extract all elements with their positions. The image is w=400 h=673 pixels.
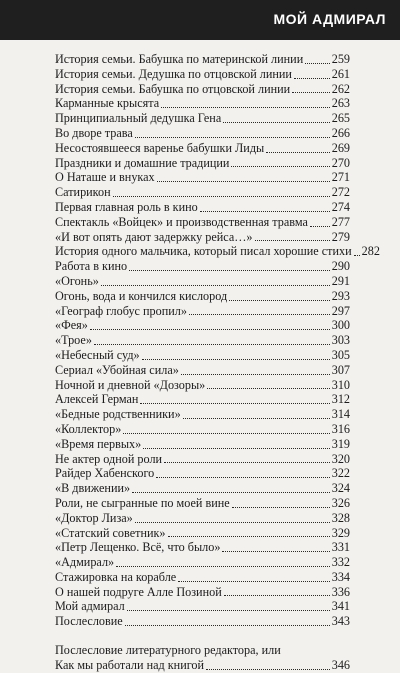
dot-leader <box>135 522 330 523</box>
toc-entry-page: 328 <box>331 510 350 525</box>
toc-entry[interactable] <box>55 156 350 171</box>
toc-entry-title: Принципиальный дедушка Гена <box>55 111 222 126</box>
toc-entry-title: «Коллектор» <box>55 421 122 436</box>
toc-entry[interactable] <box>55 244 380 259</box>
toc-entry[interactable] <box>55 363 350 378</box>
toc-entry-final[interactable] <box>55 643 350 673</box>
toc-entry-page: 279 <box>331 229 350 244</box>
toc-entry-title: О нашей подруге Алле Позиной <box>55 584 222 599</box>
toc-entry-title: Не актер одной роли <box>55 451 163 466</box>
toc-entry-page: 305 <box>331 347 350 362</box>
toc-entry-title: «Огонь» <box>55 273 99 288</box>
toc-entry[interactable] <box>55 614 350 629</box>
toc-entry[interactable] <box>55 185 350 200</box>
toc-entry-page: 259 <box>331 52 350 66</box>
toc-entry-page: 320 <box>331 451 350 466</box>
toc-entry-title: «Время первых» <box>55 436 142 451</box>
toc-entry-title: «Трое» <box>55 333 92 348</box>
dot-leader <box>129 270 330 271</box>
toc-entry[interactable] <box>55 126 350 141</box>
dot-leader <box>294 78 330 79</box>
dot-leader <box>116 566 330 567</box>
dot-leader <box>161 107 330 108</box>
dot-leader <box>142 359 330 360</box>
toc-entry-title: Несостоявшееся варенье бабушки Лиды <box>55 140 265 155</box>
toc-entry-title: Во дворе трава <box>55 125 133 140</box>
toc-entry-title: О Наташе и внуках <box>55 170 155 185</box>
toc-entry-page: 332 <box>331 555 350 570</box>
toc-gap <box>55 629 350 643</box>
dot-leader <box>113 196 330 197</box>
dot-leader <box>168 536 330 537</box>
toc-entry-page: 293 <box>331 288 350 303</box>
toc-entry-title: «Доктор Лиза» <box>55 510 133 525</box>
toc-entry[interactable] <box>55 599 350 614</box>
toc-entry[interactable] <box>55 170 350 185</box>
dot-leader <box>157 181 330 182</box>
toc-entries <box>55 52 380 629</box>
toc-entry-page: 316 <box>331 421 350 436</box>
toc-entry-page: 324 <box>331 481 350 496</box>
toc-entry-title: Райдер Хабенского <box>55 466 155 481</box>
dot-leader <box>222 551 329 552</box>
toc-entry[interactable] <box>55 230 350 245</box>
dot-leader <box>90 329 330 330</box>
toc-entry-page: 263 <box>331 96 350 111</box>
dot-leader <box>164 462 330 463</box>
toc-entry[interactable] <box>55 540 350 555</box>
dot-leader <box>181 374 330 375</box>
toc-entry-page: 312 <box>331 392 350 407</box>
dot-leader <box>232 507 330 508</box>
toc-entry-page: 343 <box>331 614 350 629</box>
dot-leader <box>143 448 329 449</box>
dot-leader <box>310 226 330 227</box>
toc-entry[interactable] <box>55 259 350 274</box>
toc-entry[interactable] <box>55 318 350 333</box>
toc-entry-title-line1: Послесловие литературного редактора, или <box>55 643 281 658</box>
toc-entry-title: «Небесный суд» <box>55 347 140 362</box>
toc-entry-page: 291 <box>331 273 350 288</box>
toc-entry-page: 322 <box>331 466 350 481</box>
dot-leader <box>189 314 330 315</box>
toc-entry-title: «Адмирал» <box>55 555 115 570</box>
toc-entry-title: Ночной и дневной «Дозоры» <box>55 377 206 392</box>
toc-entry[interactable] <box>55 348 350 363</box>
toc-entry[interactable] <box>55 452 350 467</box>
toc-entry[interactable] <box>55 481 350 496</box>
toc-entry-title: Первая главная роль в кино <box>55 199 198 214</box>
toc-entry-title: «И вот опять дают задержку рейса…» <box>55 229 253 244</box>
toc-entry-page: 282 <box>361 244 380 259</box>
toc-entry[interactable] <box>55 82 350 97</box>
toc-entry[interactable] <box>55 289 350 304</box>
toc-entry-page: 271 <box>331 170 350 185</box>
toc-entry-title: Огонь, вода и кончился кислород <box>55 288 228 303</box>
toc-entry-title: Спектакль «Войцек» и производственная травма <box>55 214 308 229</box>
dot-leader <box>206 669 330 670</box>
toc-entry-title: Послесловие <box>55 614 123 629</box>
toc-entry-page: 269 <box>331 140 350 155</box>
toc-entry-page: 272 <box>331 185 350 200</box>
toc-entry-page: 277 <box>331 214 350 229</box>
toc-entry-page: 303 <box>331 333 350 348</box>
toc-entry[interactable] <box>55 585 350 600</box>
toc-entry-page: 341 <box>331 599 350 614</box>
toc-entry-title: «Петр Лещенко. Всё, что было» <box>55 540 221 555</box>
toc-entry-title: Сатирикон <box>55 185 111 200</box>
dot-leader <box>200 211 330 212</box>
toc-entry-title-line2: Как мы работали над книгой <box>55 657 205 672</box>
dot-leader <box>132 492 330 493</box>
table-of-contents <box>55 52 380 673</box>
toc-entry-page: 334 <box>331 569 350 584</box>
toc-entry-page: 336 <box>331 584 350 599</box>
toc-entry-page: 262 <box>331 81 350 96</box>
toc-entry-title: История одного мальчика, который писал хорошие стихи <box>55 244 352 259</box>
toc-entry-title: «Фея» <box>55 318 88 333</box>
dot-leader <box>255 240 330 241</box>
toc-entry[interactable] <box>55 274 350 289</box>
toc-entry[interactable] <box>55 555 350 570</box>
toc-entry-title: Алексей Герман <box>55 392 139 407</box>
toc-entry[interactable] <box>55 111 350 126</box>
dot-leader <box>305 63 330 64</box>
toc-entry[interactable] <box>55 526 350 541</box>
toc-entry[interactable] <box>55 96 350 111</box>
toc-entry-title: «Статский советник» <box>55 525 166 540</box>
toc-entry[interactable] <box>55 496 350 511</box>
toc-entry-page: 265 <box>331 111 350 126</box>
dot-leader <box>123 433 329 434</box>
dot-leader <box>229 300 330 301</box>
toc-entry-page: 300 <box>331 318 350 333</box>
dot-leader <box>223 122 329 123</box>
toc-entry[interactable] <box>55 304 350 319</box>
toc-entry-title: Стажировка на корабле <box>55 569 177 584</box>
dot-leader <box>266 152 329 153</box>
toc-entry-page: 270 <box>331 155 350 170</box>
toc-entry-page: 314 <box>331 407 350 422</box>
toc-entry[interactable] <box>55 333 350 348</box>
toc-entry-title: Сериал «Убойная сила» <box>55 362 179 377</box>
toc-entry[interactable] <box>55 215 350 230</box>
toc-entry-title: История семьи. Бабушка по материнской линии <box>55 52 304 66</box>
toc-entry-line2 <box>55 658 350 673</box>
dot-leader <box>224 595 330 596</box>
toc-entry[interactable] <box>55 437 350 452</box>
dot-leader <box>101 285 330 286</box>
toc-entry-title: Мой адмирал <box>55 599 125 614</box>
dot-leader <box>140 403 329 404</box>
toc-entry-title: Роли, не сыгранные по моей вине <box>55 495 230 510</box>
toc-entry-page: 297 <box>331 303 350 318</box>
dot-leader <box>292 92 330 93</box>
toc-entry-page: 346 <box>331 657 350 672</box>
toc-entry-page: 290 <box>331 259 350 274</box>
dot-leader <box>178 581 330 582</box>
toc-entry-page: 266 <box>331 125 350 140</box>
toc-entry[interactable] <box>55 466 350 481</box>
dot-leader <box>135 137 330 138</box>
dot-leader <box>127 610 330 611</box>
toc-entry-title: История семьи. Бабушка по отцовской линии <box>55 81 291 96</box>
toc-entry-page: 261 <box>331 66 350 81</box>
dot-leader <box>183 418 330 419</box>
toc-entry[interactable] <box>55 52 350 67</box>
toc-entry-page: 331 <box>331 540 350 555</box>
toc-entry-title: «Бедные родственники» <box>55 407 181 422</box>
toc-entry-page: 329 <box>331 525 350 540</box>
toc-entry-page: 274 <box>331 199 350 214</box>
dot-leader <box>231 166 329 167</box>
toc-entry-title: История семьи. Дедушка по отцовской линии <box>55 66 292 81</box>
toc-entry-page: 319 <box>331 436 350 451</box>
dot-leader <box>207 388 329 389</box>
toc-entry-title: Работа в кино <box>55 259 128 274</box>
toc-entry-title: «Географ глобус пропил» <box>55 303 187 318</box>
running-title: МОЙ АДМИРАЛ <box>273 11 386 27</box>
toc-entry-title: Карманные крысята <box>55 96 160 111</box>
header-bar <box>0 0 400 40</box>
toc-entry-page: 310 <box>331 377 350 392</box>
toc-entry[interactable] <box>55 407 350 422</box>
toc-entry[interactable] <box>55 511 350 526</box>
dot-leader <box>125 625 330 626</box>
toc-entry-page: 326 <box>331 495 350 510</box>
toc-entry[interactable] <box>55 141 350 156</box>
dot-leader <box>354 255 360 256</box>
toc-entry[interactable] <box>55 570 350 585</box>
dot-leader <box>156 477 329 478</box>
dot-leader <box>94 344 330 345</box>
toc-entry-title: «В движении» <box>55 481 131 496</box>
toc-entry[interactable] <box>55 67 350 82</box>
toc-entry-title: Праздники и домашние традиции <box>55 155 230 170</box>
toc-entry[interactable] <box>55 378 350 393</box>
toc-entry[interactable] <box>55 392 350 407</box>
toc-entry[interactable] <box>55 200 350 215</box>
toc-entry-page: 307 <box>331 362 350 377</box>
toc-entry[interactable] <box>55 422 350 437</box>
